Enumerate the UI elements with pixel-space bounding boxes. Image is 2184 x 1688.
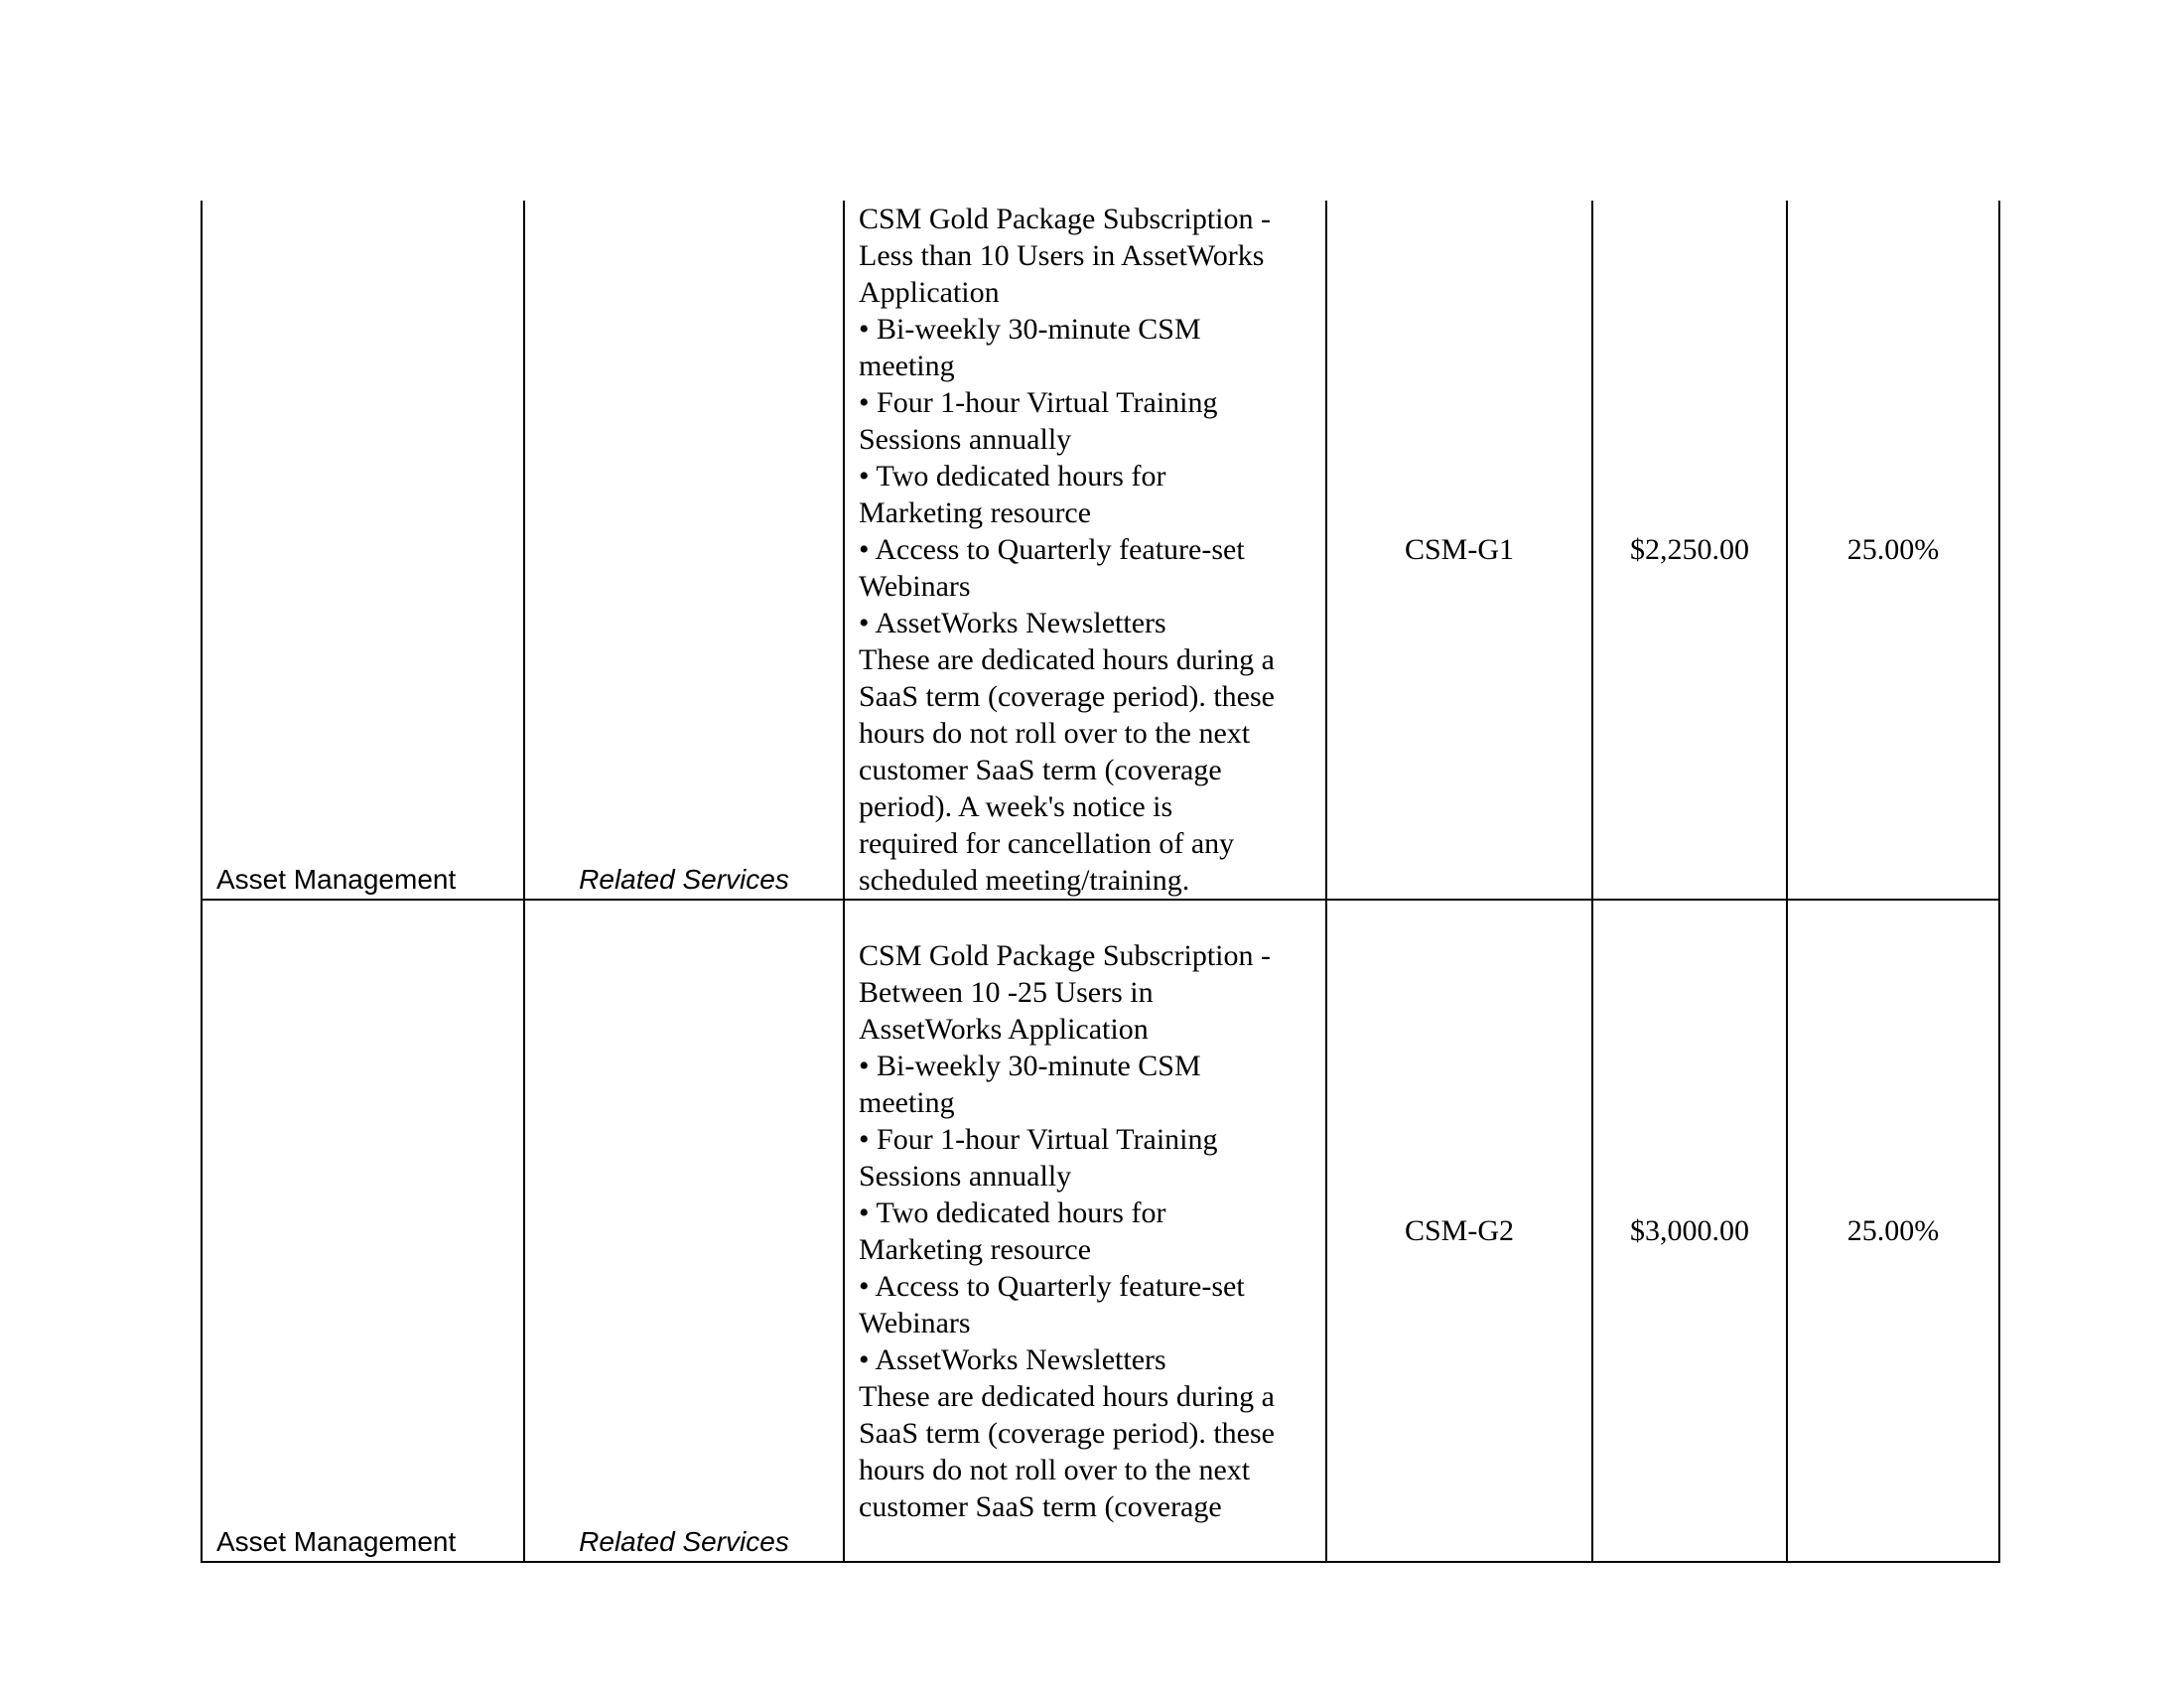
service-type-cell: Related Services	[524, 201, 844, 900]
discount-cell: 25.00%	[1787, 900, 1999, 1562]
table-row	[202, 900, 1999, 1562]
discount-cell: 25.00%	[1787, 201, 1999, 900]
product-code-cell: CSM-G2	[1326, 900, 1592, 1562]
description-cell	[844, 900, 1326, 1562]
price-cell: $2,250.00	[1592, 201, 1787, 900]
service-type-cell: Related Services	[524, 900, 844, 1562]
category-cell: Asset Management	[202, 201, 524, 900]
table-row	[202, 201, 1999, 900]
product-code-cell: CSM-G1	[1326, 201, 1592, 900]
pricing-table	[201, 201, 2000, 1563]
category-cell: Asset Management	[202, 900, 524, 1562]
description-text: CSM Gold Package Subscription - Between 10 -25 Users in AssetWorks Application • Bi-weekly 30-minute CSM meeting • Four 1-hour Virtual Training Sessions annually • Two dedicated hours for Marketing resource • Access to Quarterly feature-set Webinars • AssetWorks Newsletters These are dedicated hours during a SaaS term (coverage period). these hours do not roll over to the next customer SaaS term (coverage	[859, 939, 1275, 1523]
price-cell: $3,000.00	[1592, 900, 1787, 1562]
description-cell: CSM Gold Package Subscription - Less than 10 Users in AssetWorks Application • Bi-weekly 30-minute CSM meeting • Four 1-hour Virtual Training Sessions annually • Two dedicated hours for Marketing resource • Access to Quarterly feature-set Webinars • AssetWorks Newsletters These are dedicated hours during a SaaS term (coverage period). these hours do not roll over to the next customer SaaS term (coverage period). A week's notice is required for cancellation of any scheduled meeting/training.	[844, 201, 1326, 900]
